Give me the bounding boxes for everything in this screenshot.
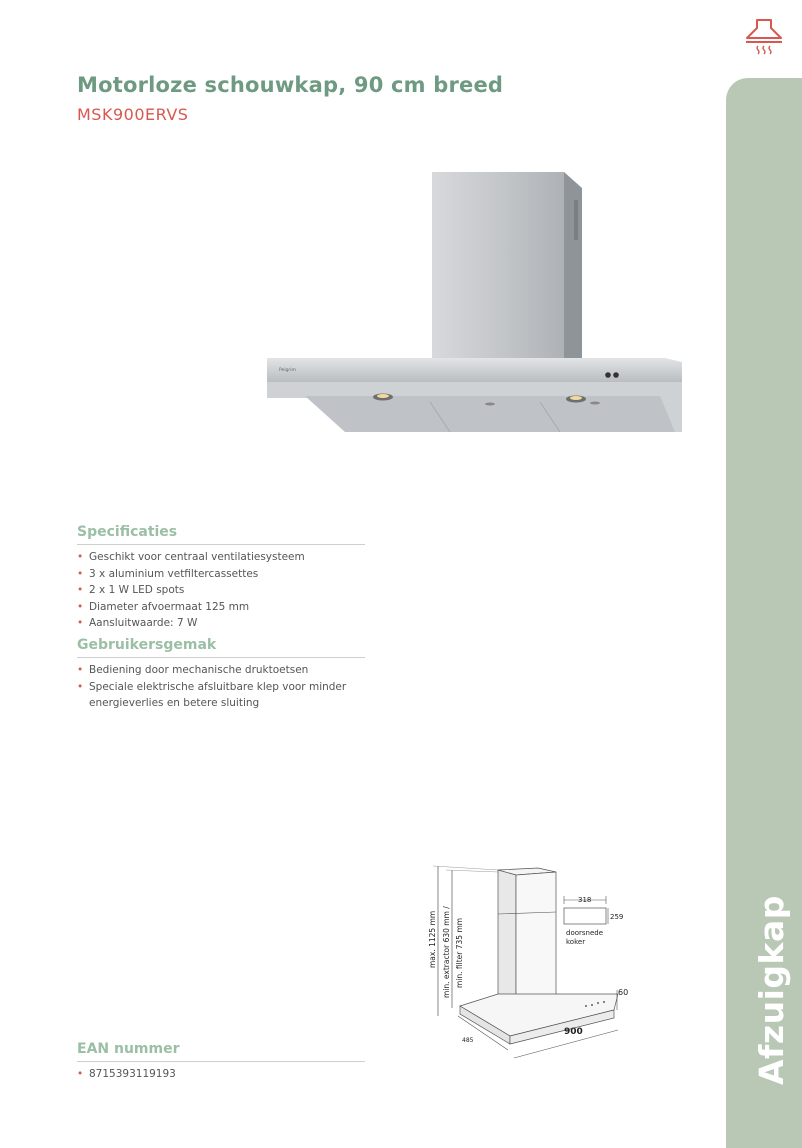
dim-60: 60 <box>618 988 629 997</box>
usability-list <box>77 662 365 712</box>
list-item: • 8715393119193 <box>77 1066 365 1083</box>
ean-list <box>77 1066 365 1083</box>
product-image <box>265 170 685 440</box>
model-number: MSK900ERVS <box>77 105 189 124</box>
list-item: • 3 x aluminium vetfiltercassettes <box>77 566 365 583</box>
usability-heading: Gebruikersgemak <box>77 637 365 658</box>
specifications-section <box>77 524 365 632</box>
section-label-2: koker <box>566 938 586 946</box>
list-item: • Bediening door mechanische druktoetsen <box>77 662 365 679</box>
usability-section <box>77 637 365 712</box>
list-item: • Diameter afvoermaat 125 mm <box>77 599 365 616</box>
list-item: • Aansluitwaarde: 7 W <box>77 615 365 632</box>
dim-extractor: min. extractor 630 mm / <box>442 906 451 998</box>
category-label: Afzuigkap <box>752 895 791 1085</box>
page-title: Motorloze schouwkap, 90 cm breed <box>77 73 504 97</box>
section-label-1: doorsnede <box>566 929 604 937</box>
dim-318: 318 <box>578 896 592 904</box>
dimension-diagram <box>418 858 640 1068</box>
dim-900: 900 <box>564 1027 583 1037</box>
list-item: • Speciale elektrische afsluitbare klep voor minder energieverlies en betere sluiting <box>77 679 365 712</box>
ean-section <box>77 1041 365 1083</box>
list-item: • Geschikt voor centraal ventilatiesysteem <box>77 549 365 566</box>
list-item: • 2 x 1 W LED spots <box>77 582 365 599</box>
ean-heading: EAN nummer <box>77 1041 365 1062</box>
dim-485: 485 <box>462 1037 474 1044</box>
specifications-heading: Specificaties <box>77 524 365 545</box>
brand-logo: Pelgrim <box>279 368 296 373</box>
dim-259: 259 <box>610 913 624 921</box>
dim-height: max. 1125 mm <box>428 910 437 968</box>
dim-filter: min. filter 735 mm <box>455 917 464 988</box>
cooker-hood-icon <box>742 16 786 56</box>
specifications-list <box>77 549 365 632</box>
